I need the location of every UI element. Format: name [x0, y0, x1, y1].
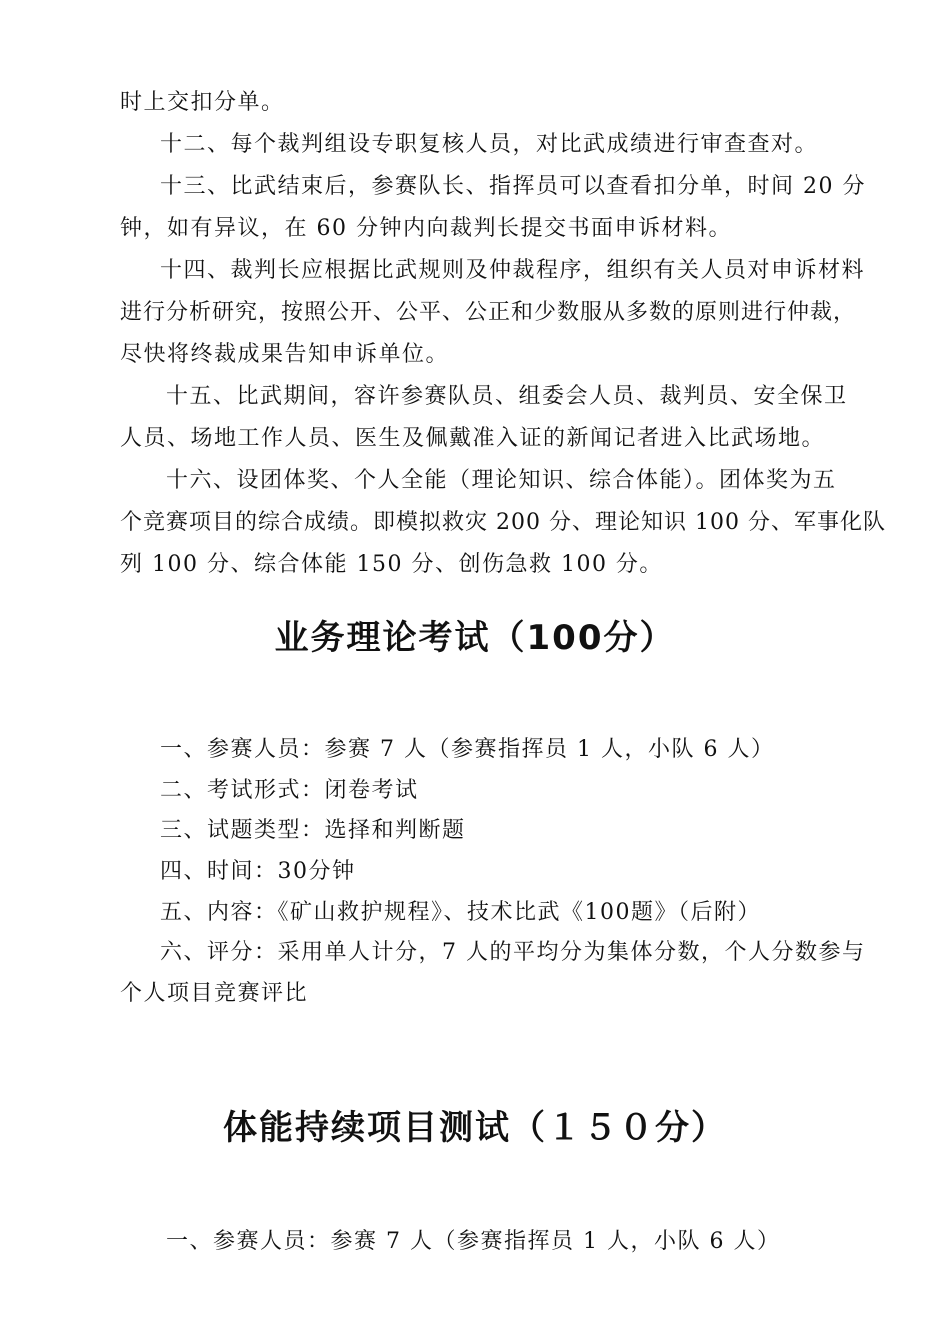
- paragraph-line: 个竞赛项目的综合成绩。即模拟救灾 200 分、理论知识 100 分、军事化队: [120, 510, 886, 535]
- paragraph-line: 十四、裁判长应根据比武规则及仲裁程序，组织有关人员对申诉材料: [160, 258, 866, 283]
- paragraph-line: 钟，如有异议，在 60 分钟内向裁判长提交书面申诉材料。: [120, 216, 732, 241]
- list-item: 六、评分：采用单人计分，7 人的平均分为集体分数，个人分数参与: [160, 940, 866, 965]
- paragraph-line: 十六、设团体奖、个人全能（理论知识、综合体能）。团体奖为五: [166, 468, 837, 493]
- list-item: 一、参赛人员：参赛 7 人（参赛指挥员 1 人，小队 6 人）: [160, 737, 775, 762]
- list-item: 一、参赛人员：参赛 7 人（参赛指挥员 1 人，小队 6 人）: [166, 1229, 781, 1254]
- paragraph-line: 十五、比武期间，容许参赛队员、组委会人员、裁判员、安全保卫: [166, 384, 848, 409]
- section-title-fitness-test: 体能持续项目测试（１５０分）: [223, 1108, 727, 1148]
- list-item: 三、试题类型：选择和判断题: [160, 818, 466, 843]
- list-item: 个人项目竞赛评比: [120, 981, 309, 1006]
- section-title-theory-exam: 业务理论考试（100分）: [274, 618, 676, 658]
- paragraph-line: 进行分析研究，按照公开、公平、公正和少数服从多数的原则进行仲裁，: [120, 300, 857, 325]
- paragraph-line: 十二、每个裁判组设专职复核人员，对比武成绩进行审查查对。: [160, 132, 819, 157]
- paragraph-line: 列 100 分、综合体能 150 分、创伤急救 100 分。: [120, 552, 663, 577]
- paragraph-line: 人员、场地工作人员、医生及佩戴准入证的新闻记者进入比武场地。: [120, 426, 826, 451]
- paragraph-line: 时上交扣分单。: [120, 90, 285, 115]
- list-item: 五、内容：《矿山救护规程》、技术比武《100题》（后附）: [160, 900, 761, 925]
- list-item: 四、时间：30分钟: [160, 859, 356, 884]
- paragraph-line: 十三、比武结束后，参赛队长、指挥员可以查看扣分单，时间 20 分: [160, 174, 866, 199]
- paragraph-line: 尽快将终裁成果告知申诉单位。: [120, 342, 450, 367]
- list-item: 二、考试形式：闭卷考试: [160, 778, 419, 803]
